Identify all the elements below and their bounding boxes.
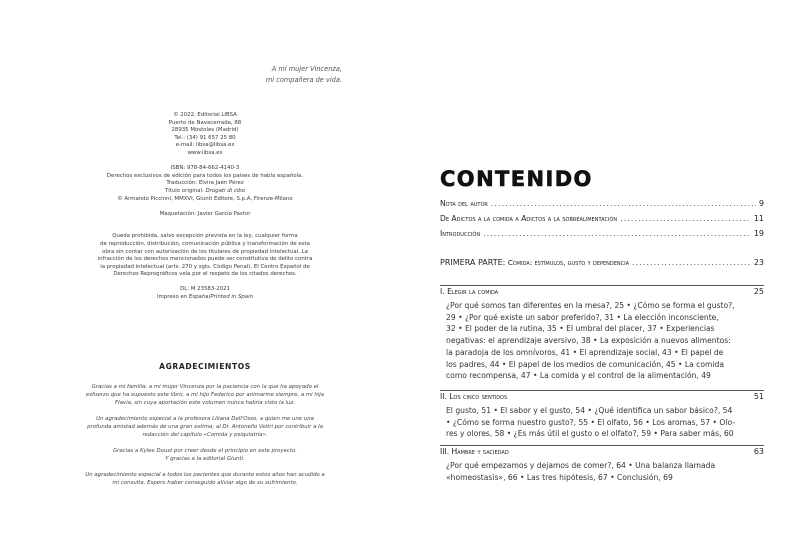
toc-entry-page: 11 bbox=[753, 214, 764, 223]
ack-paragraph bbox=[52, 415, 358, 439]
chapter-contents bbox=[446, 405, 758, 440]
legal-line: Derechos Reprográficos vela por el respeto de los citados derechos. bbox=[113, 271, 297, 278]
chapter-contents-line: ¿Por qué somos tan diferentes en la mesa?, 25 • ¿Cómo se forma el gusto?, bbox=[446, 301, 735, 310]
chapter-contents-line: ¿Por qué empezamos y dejamos de comer?, 64 • Una balanza llamada bbox=[446, 461, 716, 470]
toc-chapter bbox=[440, 287, 764, 296]
toc-leader bbox=[483, 229, 751, 238]
chapter-rule bbox=[440, 390, 764, 391]
legal-deposit: DL: M 23583-2021 bbox=[180, 286, 230, 293]
ack-line: Flavia, sin cuya aportación este volumen nunca habría visto la luz. bbox=[115, 400, 295, 406]
toc-part-title: Comida: estímulos, gusto y dependencia bbox=[507, 258, 630, 267]
toc-chapter-page: 25 bbox=[753, 287, 764, 296]
printed-in bbox=[40, 294, 370, 302]
chapter-contents-line: negativas: el aprendizaje aversivo, 38 • La exposición a nuevos alimentos: bbox=[446, 336, 731, 346]
ack-line: Un agradecimiento especial a la profesora Liliana Dell'Osso, a quien me une una bbox=[96, 416, 314, 422]
ack-line: mi consulta. Espero haber conseguido aliviar algo de su sufrimiento. bbox=[112, 480, 298, 486]
original-title-text: Drogati di cibo bbox=[205, 187, 246, 194]
chapter-contents-line: «homeostasis», 66 • Las tres hipótesis, 67 • Conclusión, 69 bbox=[446, 472, 673, 482]
legal-line: la propiedad intelectual (arts. 270 y sgts. Código Penal). El Centro Español de bbox=[100, 263, 310, 270]
ack-line: profunda amistad además de una gran estima; al Dr. Antonello Veltri por contribuir a la bbox=[87, 424, 323, 430]
legal-line: infracción de los derechos mencionados puede ser constitutiva de delito contra bbox=[97, 256, 313, 263]
original-title-prefix: Título original: bbox=[164, 187, 206, 194]
printed-en: Printed in Spain bbox=[210, 294, 254, 301]
ack-paragraph bbox=[52, 383, 358, 407]
acknowledgements-title: AGRADECIMIENTOS bbox=[159, 362, 251, 371]
printed-prefix: Impreso en España/ bbox=[156, 294, 211, 301]
left-page bbox=[0, 0, 394, 555]
ack-paragraph bbox=[52, 447, 358, 463]
toc-chapter bbox=[440, 447, 764, 456]
address-line: Puerto de Navacerrada, 88 bbox=[168, 119, 242, 126]
toc-entry-page: 9 bbox=[758, 199, 764, 208]
chapter-contents-line: res y olores, 58 • ¿Es más útil el gusto o el olfato?, 59 • Para saber más, 60 bbox=[446, 429, 734, 439]
isbn: ISBN: 978-84-662-4140-3 bbox=[170, 165, 240, 172]
website-line: www.libsa.es bbox=[187, 149, 223, 156]
toc-leader bbox=[491, 199, 756, 208]
translation-block bbox=[40, 180, 370, 203]
toc-chapter-page: 51 bbox=[753, 392, 764, 401]
dedication-line: mi compañera de vida. bbox=[265, 76, 342, 84]
chapter-contents-line: 32 • El poder de la rutina, 35 • El umbral del placer, 37 • Experiencias bbox=[446, 324, 715, 334]
ack-paragraph bbox=[52, 471, 358, 487]
original-title bbox=[40, 188, 370, 196]
chapter-contents-line: 29 • ¿Por qué existe un sabor preferido?, 31 • La elección inconsciente, bbox=[446, 312, 719, 322]
toc-part-label bbox=[440, 258, 629, 267]
toc-chapter-label: III. Hambre y saciedad bbox=[440, 447, 509, 456]
copyright-block bbox=[40, 112, 370, 158]
ack-line: redacción del capítulo «Comida y psiquiatría». bbox=[142, 432, 268, 438]
acknowledgements bbox=[52, 383, 358, 495]
email-line: e-mail: libsa@libsa.es bbox=[175, 142, 235, 149]
credits-block bbox=[40, 112, 370, 302]
legal-line: obra sin contar con autorización de los titulares de propiedad intelectual. La bbox=[102, 248, 308, 255]
toc-entry bbox=[440, 199, 764, 208]
legal-line: Queda prohibida, salvo excepción prevista en la ley, cualquier forma bbox=[112, 233, 298, 240]
toc-part bbox=[440, 258, 764, 267]
toc-part-prefix: PRIMERA PARTE: bbox=[440, 258, 508, 267]
toc-chapter-label: II. Los cinco sentidos bbox=[440, 392, 508, 401]
chapter-rule bbox=[440, 445, 764, 446]
toc-chapter bbox=[440, 392, 764, 401]
toc-entry bbox=[440, 229, 764, 238]
ack-line: Gracias a Kylee Doust por creer desde el principio en este proyecto. bbox=[112, 448, 298, 454]
ack-line: esfuerzo que ha supuesto este libro, a mi hijo Federico por animarme siempre, a mi hija bbox=[85, 392, 325, 398]
ack-line: Gracias a mi familia: a mi mujer Vincenza por la paciencia con la que ha apoyado el bbox=[91, 384, 319, 390]
chapter-contents-line: El gusto, 51 • El sabor y el gusto, 54 • ¿Qué identifica un sabor básico?, 54 bbox=[446, 406, 733, 415]
rights-notice: Derechos exclusivos de edición para todos los países de habla española. bbox=[106, 172, 304, 179]
chapter-contents bbox=[446, 300, 758, 382]
translation-credit: Traducción: Elvira Jaén Pérez bbox=[166, 180, 244, 187]
toc-title: CONTENIDO bbox=[440, 167, 593, 191]
toc-entry-page: 19 bbox=[753, 229, 764, 238]
chapter-contents-line: los padres, 44 • El papel de los medios de comunicación, 45 • La comida bbox=[446, 359, 724, 369]
toc-leader bbox=[620, 214, 751, 223]
legal-notice bbox=[40, 233, 370, 279]
phone-line: Tel.: (34) 91 657 25 80 bbox=[174, 134, 236, 141]
chapter-contents-line: la paradoja de los omnívoros, 41 • El aprendizaje social, 43 • El papel de bbox=[446, 347, 724, 357]
right-page bbox=[394, 0, 789, 555]
legal-line: de reproducción, distribución, comunicación pública y transformación de esta bbox=[100, 240, 310, 247]
toc-part-page: 23 bbox=[753, 258, 764, 267]
chapter-contents-line: • ¿Cómo se forma nuestro gusto?, 55 • El olfato, 56 • Los aromas, 57 • Olo- bbox=[446, 417, 736, 427]
toc-chapter-label: I. Elegir la comida bbox=[440, 287, 499, 296]
dedication-line: A mi mujer Vincenza, bbox=[271, 65, 342, 73]
ack-line: Un agradecimiento especial a todos los pacientes que durante estos años han acudido a bbox=[85, 472, 325, 478]
chapter-contents bbox=[446, 460, 758, 483]
toc-entry bbox=[440, 214, 764, 223]
chapter-rule bbox=[440, 285, 764, 286]
chapter-contents-line: como recompensa, 47 • La comida y el control de la alimentación, 49 bbox=[446, 371, 711, 381]
toc-chapter-page: 63 bbox=[753, 447, 764, 456]
copyright-line: © 2022, Editorial LIBSA bbox=[173, 112, 237, 118]
toc-entry-label: Nota del autor bbox=[440, 199, 488, 208]
toc-entry-label: Introducción bbox=[440, 229, 481, 238]
toc-entry-label: De Adictos a la comida a Adictos a la sobrealimentación bbox=[440, 214, 618, 223]
ack-line: Y gracias a la editorial Giunti. bbox=[165, 456, 245, 462]
dedication bbox=[266, 64, 342, 86]
original-copyright: © Armando Piccinni, MMXVI, Giunti Editore, S.p.A, Firenze-Milano bbox=[117, 195, 293, 202]
toc-leader bbox=[632, 258, 751, 267]
layout-credit: Maquetación: Javier García Pastor bbox=[159, 210, 251, 217]
address-line: 28935 Móstoles (Madrid) bbox=[171, 127, 239, 134]
